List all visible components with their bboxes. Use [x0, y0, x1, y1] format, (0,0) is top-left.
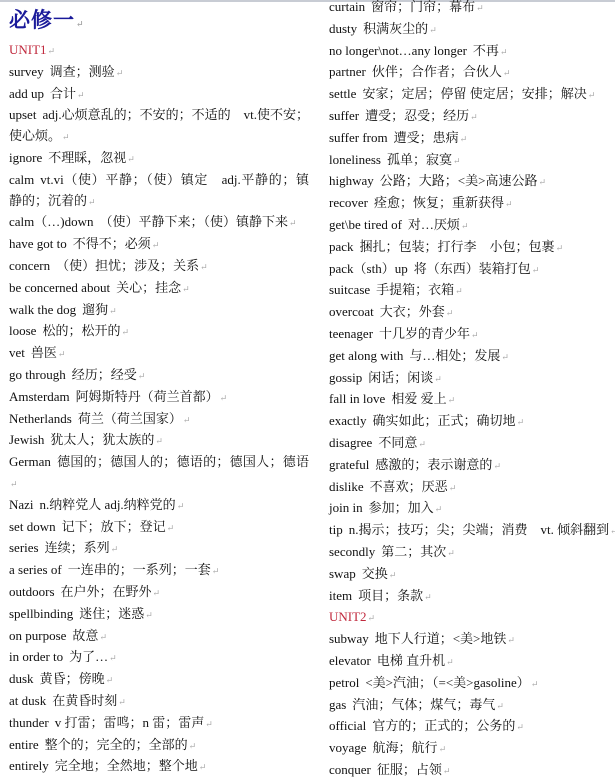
vocab-entry	[9, 365, 309, 387]
vocab-term: a series of	[9, 562, 62, 578]
vocab-definition: 故意	[72, 627, 99, 643]
vocab-entry	[329, 150, 615, 172]
vocab-term: ignore	[9, 149, 43, 165]
vocab-term: entirely	[9, 758, 49, 774]
vocab-definition: 第二；其次	[381, 543, 447, 559]
vocab-entry	[329, 346, 615, 368]
vocab-definition: 德国的；德国人的；德语的；德国人；德语	[56, 454, 309, 470]
vocab-term: subway	[329, 631, 369, 647]
vocab-definition: 捆扎；包装；打行李 小包；包裹	[359, 238, 555, 254]
vocab-term: at dusk	[9, 692, 47, 708]
vocab-term: thunder	[9, 714, 49, 730]
vocab-entry	[329, 716, 615, 738]
vocab-entry	[9, 713, 309, 735]
vocab-entry	[329, 128, 615, 150]
vocab-term: spellbinding	[9, 605, 74, 621]
vocab-definition: 兽医	[30, 345, 57, 361]
vocab-definition: 孤单；寂寞	[387, 151, 453, 167]
vocab-entry	[9, 626, 309, 648]
vocab-entry	[9, 538, 309, 560]
vocab-definition: 遭受；忍受；经历	[365, 107, 470, 123]
vocab-term: outdoors	[9, 583, 55, 599]
vocab-entry	[9, 647, 309, 669]
vocab-definition: 关心；挂念	[116, 279, 182, 295]
vocab-definition: 遭受；患病	[393, 129, 459, 145]
vocab-definition: 一连串的；一系列；一套	[67, 562, 211, 578]
vocab-term: pack	[329, 238, 354, 254]
vocab-entry	[9, 582, 309, 604]
vocab-definition: 参加；加入	[368, 500, 434, 516]
vocab-definition: 在黄昏时刻	[52, 692, 118, 708]
vocab-term: calm	[9, 171, 35, 187]
vocab-entry	[9, 278, 309, 300]
vocab-definition: 大衣；外套	[379, 304, 445, 320]
vocab-term: secondly	[329, 543, 376, 559]
vocab-entry	[9, 300, 309, 322]
vocab-entry	[329, 19, 615, 41]
vocab-entry	[9, 387, 309, 409]
vocab-term: dusk	[9, 671, 34, 687]
vocab-definition: <美>汽油；（=<美>gasoline）	[365, 674, 530, 690]
vocab-entry	[9, 604, 309, 626]
vocab-definition: 连续；系列	[44, 540, 110, 556]
vocab-entry	[329, 259, 615, 281]
vocab-term: disagree	[329, 434, 373, 450]
vocab-entry	[329, 0, 615, 19]
vocab-term: suffer	[329, 107, 360, 123]
vocab-term: conquer	[329, 761, 371, 777]
vocab-term: entire	[9, 736, 39, 752]
vocab-definition: 项目；条款	[358, 587, 424, 603]
vocab-term: set down	[9, 518, 56, 534]
vocab-definition: 荷兰（荷兰国家）	[77, 410, 182, 426]
vocab-entry	[329, 302, 615, 324]
vocab-entry	[9, 212, 309, 234]
vocab-term: highway	[329, 173, 374, 189]
vocab-definition: 航海；航行	[372, 740, 438, 756]
vocab-entry	[9, 170, 309, 213]
vocab-entry	[9, 234, 309, 256]
vocab-entry	[329, 586, 615, 608]
vocab-entry	[9, 62, 309, 84]
vocab-entry	[9, 452, 309, 495]
vocab-definition: 不喜欢；厌恶	[369, 478, 448, 494]
vocab-definition: 合计	[50, 85, 77, 101]
vocab-term: grateful	[329, 456, 370, 472]
vocab-term: overcoat	[329, 304, 374, 320]
vocab-entry	[329, 695, 615, 717]
vocab-definition: 将（东西）装箱打包	[413, 260, 531, 276]
vocab-term: Amsterdam	[9, 388, 70, 404]
vocab-term: curtain	[329, 0, 366, 14]
vocab-definition: 电梯 直升机	[376, 652, 446, 668]
vocab-term: suffer from	[329, 129, 388, 145]
vocab-entry	[9, 756, 309, 778]
vocab-term: have got to	[9, 236, 67, 252]
vocab-definition: 伙伴；合作者；合伙人	[371, 64, 502, 80]
vocab-definition: 闲话；闲谈	[368, 369, 434, 385]
vocab-term: dusty	[329, 20, 358, 36]
vocab-entry	[329, 237, 615, 259]
vocab-definition: 十几岁的青少年	[379, 325, 471, 341]
vocab-definition: 交换	[361, 565, 388, 581]
vocab-term: exactly	[329, 413, 367, 429]
vocab-entry	[329, 738, 615, 760]
vocab-term: calm（…)down	[9, 214, 94, 230]
vocab-entry	[9, 495, 309, 517]
vocab-entry	[9, 256, 309, 278]
vocab-entry	[9, 409, 309, 431]
vocab-entry	[329, 41, 615, 63]
unit-heading: UNIT1 ↵	[9, 40, 309, 62]
vocab-term: gossip	[329, 369, 363, 385]
vocab-term: voyage	[329, 740, 367, 756]
vocab-term: official	[329, 718, 367, 734]
vocab-term: Jewish	[9, 432, 45, 448]
vocab-term: teenager	[329, 325, 374, 341]
vocab-definition: 公路；大路；<美>高速公路	[379, 173, 538, 189]
vocab-term: recover	[329, 195, 368, 211]
vocab-definition: 对…厌烦	[407, 216, 460, 232]
left-column	[9, 40, 309, 778]
vocab-entry	[9, 560, 309, 582]
vocab-definition: 记下；放下；登记	[61, 518, 166, 534]
vocab-definition: 安家；定居；停留 使定居；安排；解决	[362, 86, 587, 102]
vocab-definition: 汽油；气体；煤气；毒气	[352, 696, 496, 712]
vocab-definition: 积满灰尘的	[363, 20, 429, 36]
vocab-definition: 经历；经受	[71, 366, 137, 382]
right-column	[329, 0, 615, 782]
vocab-entry	[329, 106, 615, 128]
vocab-entry	[329, 520, 615, 542]
vocab-entry	[329, 193, 615, 215]
vocab-definition: 征服；占领	[376, 761, 442, 777]
vocab-entry	[9, 517, 309, 539]
vocab-term: swap	[329, 565, 356, 581]
vocab-definition: 调查；测验	[49, 63, 115, 79]
vocab-entry	[329, 629, 615, 651]
vocab-term: Nazi	[9, 496, 34, 512]
vocab-definition: 整个的；完全的；全部的	[44, 736, 188, 752]
vocab-entry	[329, 84, 615, 106]
vocab-definition: 不理睬，忽视	[48, 149, 127, 165]
vocab-entry	[329, 477, 615, 499]
vocab-term: loose	[9, 323, 37, 339]
vocab-definition: 松的；松开的	[42, 323, 121, 339]
vocab-entry	[329, 673, 615, 695]
vocab-term: no longer\not…any longer	[329, 42, 467, 58]
vocab-definition: 为了…	[69, 649, 109, 665]
vocab-entry	[9, 321, 309, 343]
vocab-entry	[329, 215, 615, 237]
vocab-entry	[329, 564, 615, 586]
vocab-definition: 犹太人；犹太族的	[50, 432, 155, 448]
vocab-definition: n.纳粹党人 adj.纳粹党的	[39, 496, 176, 512]
vocab-term: be concerned about	[9, 279, 111, 295]
vocab-definition: 黄昏；傍晚	[39, 671, 105, 687]
vocab-term: upset	[9, 107, 37, 123]
document-title: 必修一 ↵	[9, 4, 85, 34]
vocab-entry	[329, 280, 615, 302]
vocab-definition: 相爱 爱上	[391, 391, 447, 407]
vocab-definition: adj.心烦意乱的；不安的；不适的 vt.使不安；使心烦。	[9, 107, 309, 144]
vocab-term: dislike	[329, 478, 364, 494]
vocab-definition: 官方的；正式的；公务的	[372, 718, 516, 734]
vocab-definition: 遛狗	[82, 301, 109, 317]
vocab-entry	[329, 760, 615, 782]
vocab-term: tip	[329, 522, 343, 538]
vocab-term: walk the dog	[9, 301, 77, 317]
vocab-entry	[9, 669, 309, 691]
vocab-term: go through	[9, 366, 66, 382]
vocab-definition: 阿姆斯特丹（荷兰首都）	[75, 388, 219, 404]
vocab-definition: 不得不；必须	[72, 236, 151, 252]
vocab-entry	[9, 735, 309, 757]
vocab-term: loneliness	[329, 151, 381, 167]
vocab-definition: （使）平静下来；（使）镇静下来	[99, 214, 288, 230]
vocab-definition: 不同意	[378, 434, 418, 450]
vocab-term: German	[9, 454, 51, 470]
vocab-definition: 不再	[472, 42, 499, 58]
vocab-definition: vt.vi（使）平静；（使）镇定 adj.平静的；镇静的；沉着的	[9, 171, 309, 208]
vocab-term: gas	[329, 696, 347, 712]
vocab-entry	[329, 411, 615, 433]
vocab-term: suitcase	[329, 282, 371, 298]
vocab-entry	[9, 430, 309, 452]
vocab-definition: v 打雷；雷鸣；n 雷；雷声	[54, 714, 205, 730]
vocab-term: petrol	[329, 674, 360, 690]
vocab-definition: 手提箱；衣箱	[376, 282, 455, 298]
vocab-entry	[329, 171, 615, 193]
vocab-entry	[329, 455, 615, 477]
vocab-term: Netherlands	[9, 410, 72, 426]
vocab-definition: 在户外；在野外	[60, 583, 152, 599]
vocab-definition: 与…相处；发展	[409, 347, 501, 363]
vocab-entry	[329, 433, 615, 455]
vocab-definition: 地下人行道；<美>地铁	[374, 631, 507, 647]
vocab-entry	[329, 389, 615, 411]
vocab-definition: 完全地；全然地；整个地	[54, 758, 198, 774]
vocab-entry	[9, 105, 309, 148]
vocab-term: elevator	[329, 652, 371, 668]
vocab-entry	[329, 498, 615, 520]
vocab-definition: （使）担忧；涉及；关系	[56, 257, 200, 273]
vocab-entry	[329, 651, 615, 673]
vocab-term: concern	[9, 257, 51, 273]
vocab-term: settle	[329, 86, 357, 102]
vocab-term: series	[9, 540, 39, 556]
vocab-term: pack（sth）up	[329, 260, 408, 276]
vocab-definition: 迷住；迷惑	[79, 605, 145, 621]
vocab-term: partner	[329, 64, 366, 80]
vocab-entry	[9, 84, 309, 106]
vocab-term: item	[329, 587, 353, 603]
vocab-definition: n.揭示；技巧；尖；尖端；消费 vt. 倾斜翻到	[348, 522, 610, 538]
vocab-term: survey	[9, 63, 44, 79]
vocab-definition: 痊愈；恢复；重新获得	[373, 195, 504, 211]
vocab-entry	[329, 62, 615, 84]
vocab-term: join in	[329, 500, 363, 516]
vocab-definition: 窗帘；门帘；幕布	[371, 0, 476, 14]
vocab-definition: 感激的；表示谢意的	[375, 456, 493, 472]
vocab-term: on purpose	[9, 627, 67, 643]
vocab-entry	[9, 148, 309, 170]
vocab-entry	[329, 368, 615, 390]
vocab-term: vet	[9, 345, 25, 361]
vocab-term: get\be tired of	[329, 216, 402, 232]
vocab-definition: 确实如此；正式；确切地	[372, 413, 516, 429]
vocab-term: get along with	[329, 347, 404, 363]
vocab-entry	[329, 542, 615, 564]
vocab-term: fall in love	[329, 391, 386, 407]
vocab-entry	[9, 343, 309, 365]
vocab-term: add up	[9, 85, 45, 101]
vocab-entry	[329, 324, 615, 346]
vocab-term: in order to	[9, 649, 64, 665]
vocab-entry	[9, 691, 309, 713]
unit-heading: UNIT2 ↵	[329, 607, 615, 629]
